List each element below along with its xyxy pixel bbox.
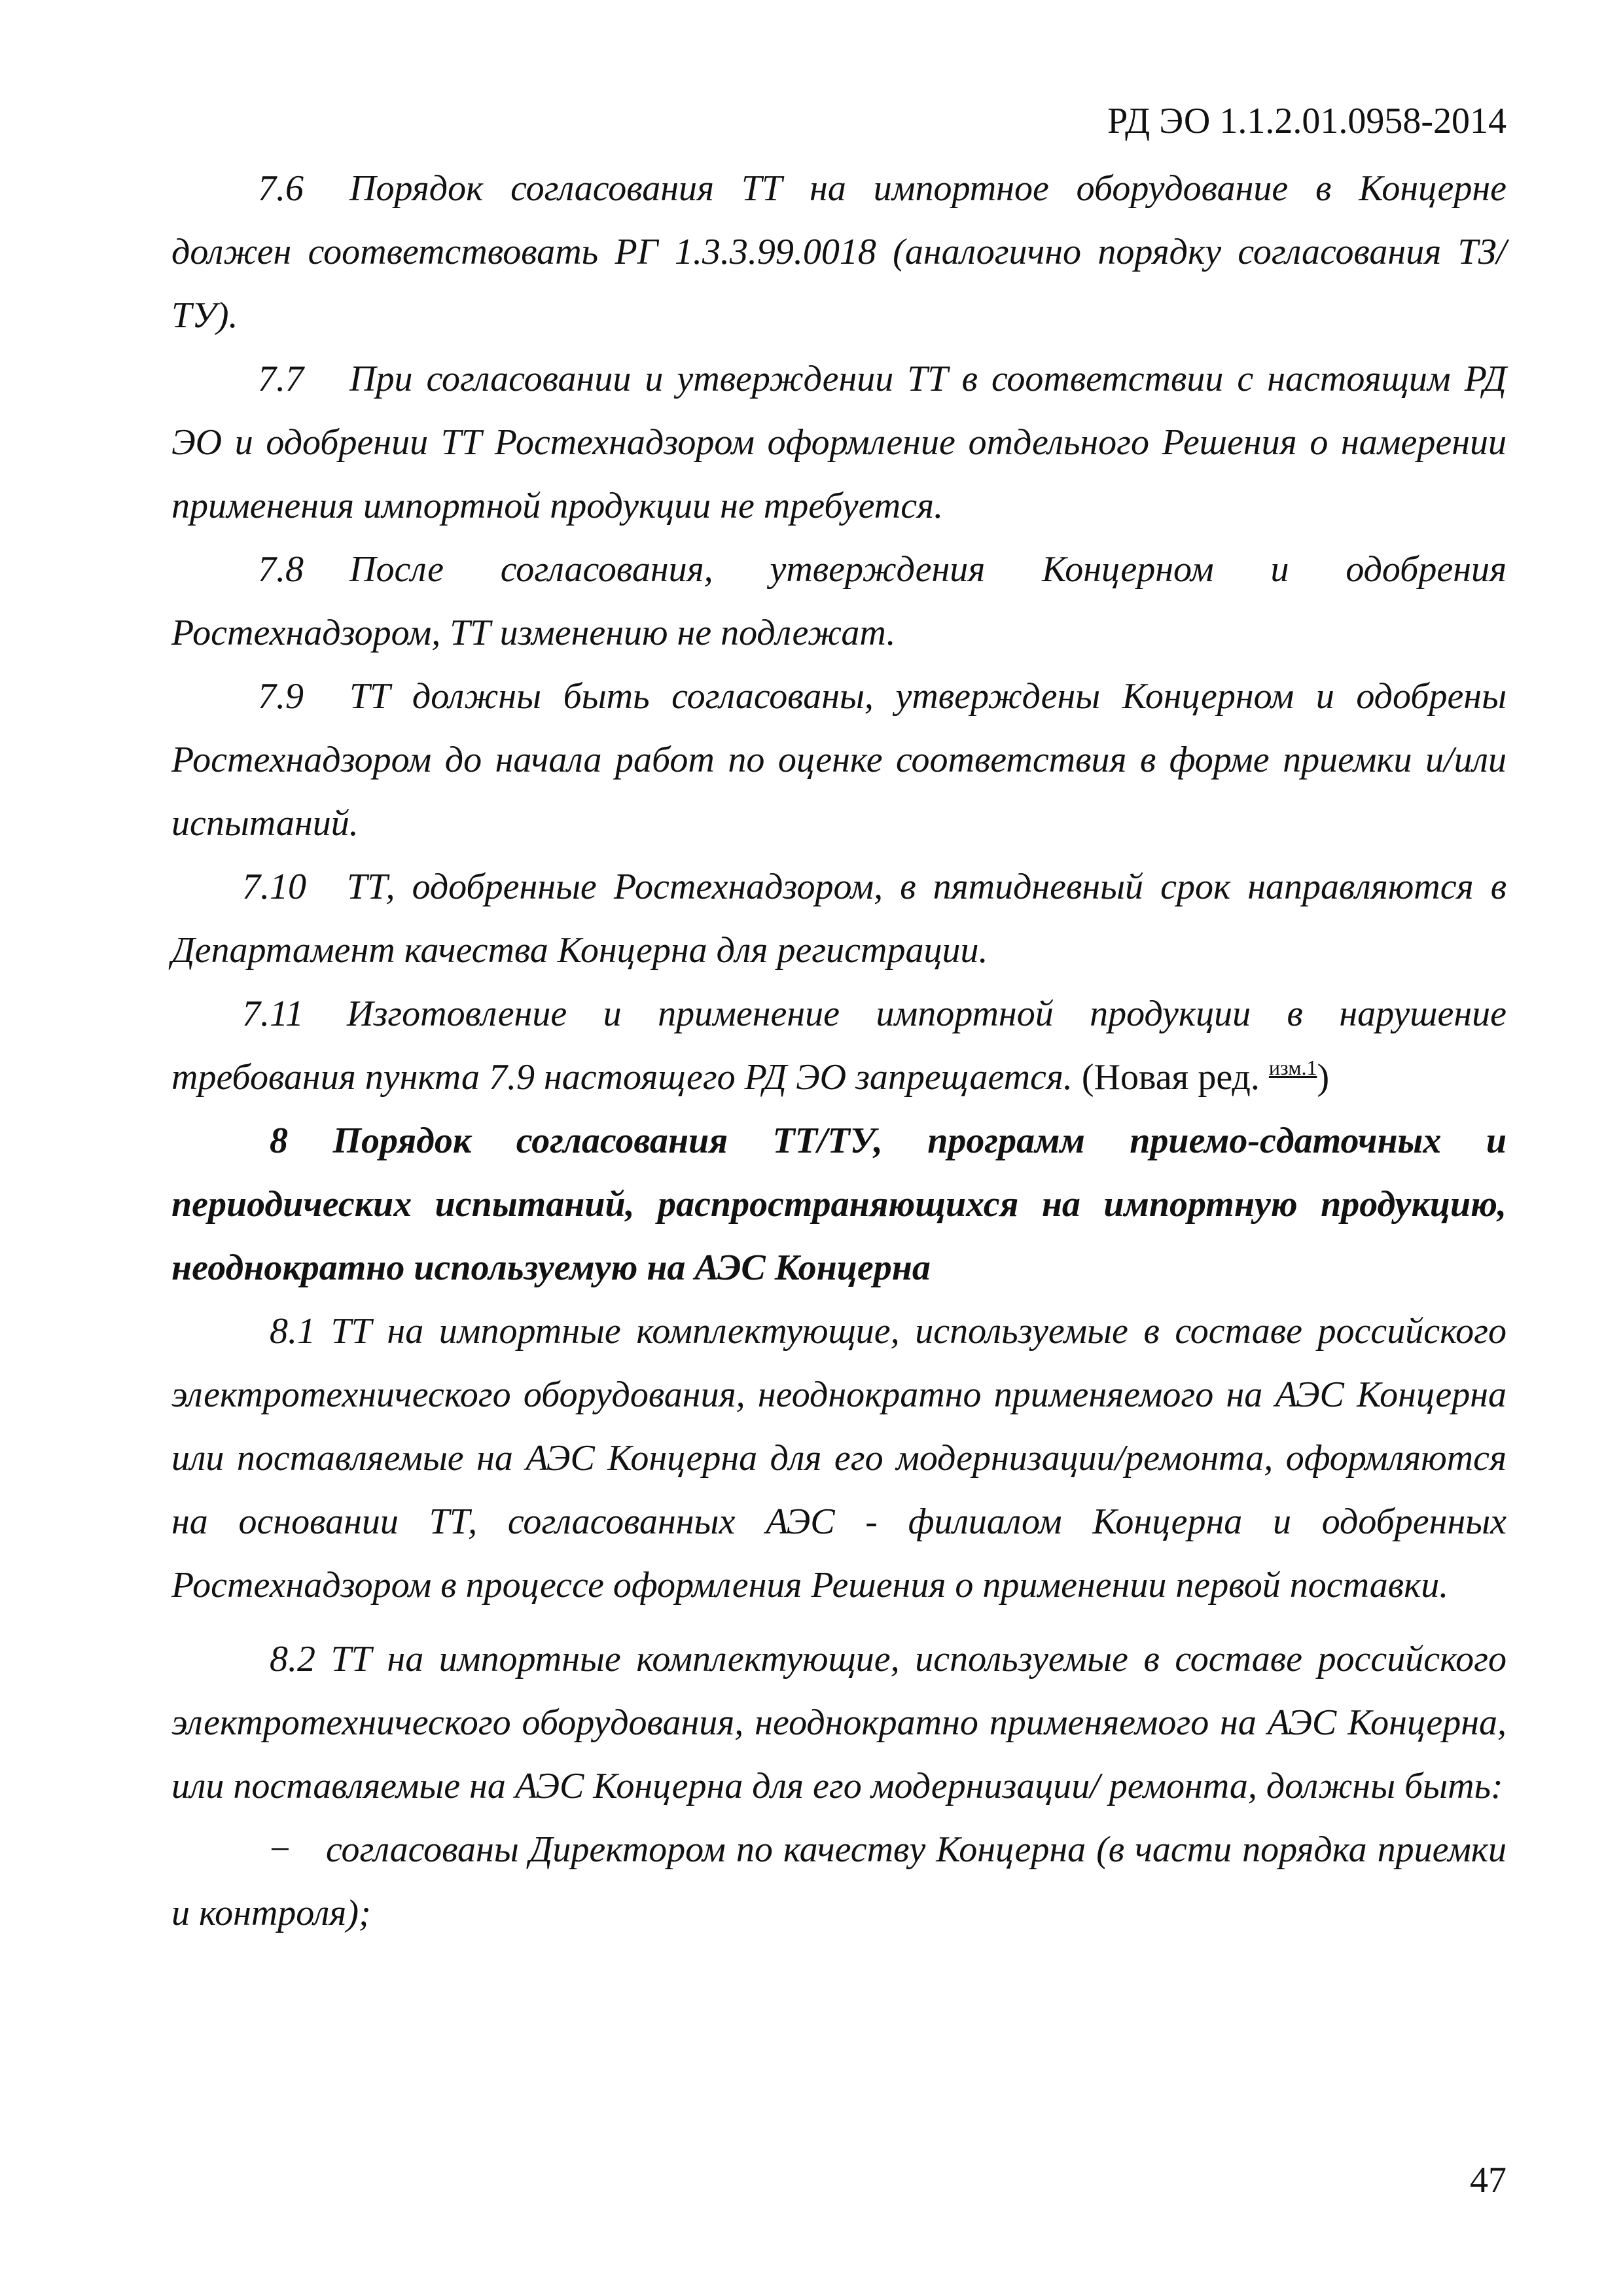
revision-note: (Новая ред. [1081, 1057, 1260, 1098]
paragraph-number: 7.11 [242, 994, 304, 1034]
paragraph-7-11 [171, 982, 1507, 1109]
dash-bullet: − [270, 1829, 291, 1870]
section-8-heading: 8 Порядок согласования ТТ/ТУ, программ приемо-сдаточных и периодических испытаний, распространяющихся на импортную продукцию, неоднократно используемую на АЭС Концерна [171, 1121, 1507, 1288]
list-item-text: согласованы Директором по качеству Концерна (в части порядка приемки и контроля); [171, 1829, 1507, 1933]
list-item [171, 1818, 1507, 1945]
paragraph-number: 7.8 [258, 549, 304, 590]
paragraph-7-6 [171, 157, 1507, 348]
revision-note-close: ) [1317, 1057, 1330, 1098]
paragraph-text: Порядок согласования ТТ на импортное оборудование в Концерне должен соответствовать РГ 1.3.3.99.0018 (аналогично порядку согласования ТЗ/ТУ). [171, 168, 1507, 336]
paragraph-7-10 [171, 855, 1507, 982]
amendment-link[interactable]: изм.1 [1268, 1056, 1317, 1079]
paragraph-text: ТТ, одобренные Ростехнадзором, в пятидневный срок направляются в Департамент качества Концерна для регистрации. [171, 867, 1507, 971]
paragraph-number: 7.7 [258, 359, 304, 399]
paragraph-7-9 [171, 665, 1507, 855]
paragraph-7-8 [171, 538, 1507, 665]
paragraph-number: 7.6 [258, 168, 304, 209]
document-code-header: РД ЭО 1.1.2.01.0958-2014 [1107, 101, 1507, 141]
page-number: 47 [1470, 2160, 1507, 2200]
paragraph-text: Изготовление и применение импортной продукции в нарушение требования пункта 7.9 настоящего РД ЭО запрещается. [171, 994, 1507, 1098]
paragraph-8-2: 8.2 ТТ на импортные комплектующие, используемые в составе российского электротехнического оборудования, неоднократно применяемого на АЭС Концерна, или поставляемые на АЭС Концерна для его модернизации/ ремонта, должны быть: [171, 1639, 1507, 1806]
document-body [171, 157, 1507, 1945]
paragraph-8-1: 8.1 ТТ на импортные комплектующие, используемые в составе российского электротехнического оборудования, неоднократно применяемого на АЭС Концерна или поставляемые на АЭС Концерна для его модернизации/ремонта, оформляются на основании ТТ, согласованных АЭС - филиалом Концерна и одобренных Ростехнадзором в процессе оформления Решения о применении первой поставки. [171, 1311, 1507, 1605]
paragraph-text: При согласовании и утверждении ТТ в соответствии с настоящим РД ЭО и одобрении ТТ Ростехнадзором оформление отдельного Решения о намерении применения импортной продукции не требуется. [171, 359, 1507, 526]
paragraph-number: 7.10 [242, 867, 306, 907]
paragraph-number: 7.9 [258, 676, 304, 717]
paragraph-text: ТТ должны быть согласованы, утверждены Концерном и одобрены Ростехнадзором до начала работ по оценке соответствия в форме приемки и/или испытаний. [171, 676, 1507, 844]
paragraph-7-7 [171, 348, 1507, 538]
paragraph-text: После согласования, утверждения Концерном и одобрения Ростехнадзором, ТТ изменению не подлежат. [171, 549, 1507, 653]
